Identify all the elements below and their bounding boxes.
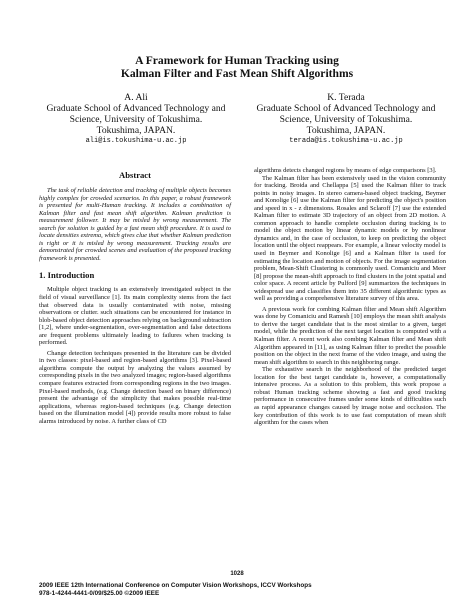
author-name: K. Terada xyxy=(327,92,365,103)
paper-title xyxy=(0,54,474,80)
intro-paragraph-2: Change detection techniques presented in the literature can be divided in two classes: pixel-based and region-based algorithms [3]. Pixel-based algorithms compute the output by analyzing the values assumed by corresponding pixels in the two analyzed images; region-based algorithms compare features extracted from corresponding regions in the two images. Pixel-based methods, (e.g. Change detection based on binary difference) present the advantage of the simplicity that makes possible real-time applications, whereas region-based techniques (e.g. Change detection based on the illumination model [4]) provide results more robust to false alarms introduced by noise. A further class of CD xyxy=(39,349,231,425)
abstract-heading: Abstract xyxy=(119,170,151,180)
right-column xyxy=(254,167,446,427)
footer xyxy=(39,582,312,597)
right-paragraph-3: The exhaustive search in the neighborhood of the predicted target location for the best target candidate is, however, a computationally intensive process. As a solution to this problem, this work propose a robust Human tracking scheme showing a fast and good tracking performance in consecutive frames under some kinds of difficulties such as rapid appearance changes caused by image noise and occlusion. The key contribution of this work is to use fast computation of mean shift algorithm for the cases when xyxy=(254,366,446,427)
footer-isbn: 978-1-4244-4441-0/09/$25.00 ©2009 IEEE xyxy=(39,589,160,597)
author-affiliation: Science, University of Tokushima. xyxy=(279,114,413,125)
right-paragraph-1: The Kalman filter has been extensively used in the vision community for tracking. Broida and Chellappa [5] used the Kalman filter to track points in noisy images. In stereo camera-based object tracking, Beymer and Konolige [6] use the Kalman filter for predicting the object's position and speed in x - z dimensions. Rosales and Sclaroff [7] use the extended Kalman filter to estimate 3D trajectory of an object from 2D motion. A common approach to handle complete occlusion during tracking is to model the object motion by linear dynamic models or by nonlinear dynamics and, in the case of occlusion, to keep on predicting the object location until the object reappears. For example, a linear velocity model is used in Beymer and Konolige [6] and a Kalman filter is used for estimating the location and motion of objects. For the image segmentation problem, Mean-Shift Clustering is commonly used. Comaniciu and Meer [8] propose the mean-shift approach to find clusters in the joint spatial and color space. A recent article by Pulford [9] summarizes the techniques in widespread use and classifies them into 35 different algorithmic types as well as providing a comprehensive literature survey of this area. xyxy=(254,174,446,303)
left-column xyxy=(39,170,231,425)
author-affiliation: Graduate School of Advanced Technology and xyxy=(256,103,436,114)
author-affiliation: Graduate School of Advanced Technology and xyxy=(46,103,226,114)
page-number: 1028 xyxy=(230,571,244,577)
abstract-text: The task of reliable detection and tracking of multiple objects becomes highly complex for crowded scenarios. In this paper, a robust framework is presented for multi-Human tracking. It includes a combination of Kalman filter and fast mean shift algorithm. Kalman prediction is measurement follower. It may be misled by wrong measurement. The search for solution is guided by a fast mean shift procedure. It is used to locate densities extrema, which gives clue that whether Kalman prediction is right or it is misled by wrong measurement. Tracking results are demonstrated for crowded scenes and evaluation of the proposed tracking framework is presented. xyxy=(39,187,231,262)
intro-paragraph-1: Multiple object tracking is an extensively investigated subject in the field of visual surveillance [1]. Its main complexity stems from the fact that observed data is usually contaminated with noise, missing observations or clutter. such situations can be encountered for instance in blob-based object detection approaches relying on background subtraction [1,2], where under-segmentation, over-segmentation and false detections are frequent problems ultimately leading to failures when tracking is performed. xyxy=(39,286,231,347)
footer-conference: 2009 IEEE 12th International Conference on Computer Vision Workshops, ICCV Workshops xyxy=(39,582,312,589)
right-paragraph-0: algorithms detects changed regions by means of edge comparisons [3]. xyxy=(254,167,437,174)
author-block-1 xyxy=(36,92,236,147)
author-affiliation: Science, University of Tokushima. xyxy=(69,114,203,125)
author-name: A. Ali xyxy=(124,92,148,103)
author-block-2 xyxy=(246,92,446,147)
paper-title-line-2: Kalman Filter and Fast Mean Shift Algorithms xyxy=(120,67,354,80)
author-affiliation: Tokushima, JAPAN. xyxy=(96,125,176,136)
paper-title-line-1: A Framework for Human Tracking using xyxy=(135,54,339,67)
introduction-heading: 1. Introduction xyxy=(39,270,95,281)
right-paragraph-2: A previous work for combing Kalman filter and Mean shift Algorithm was done by Comaniciu and Ramesh [10] employs the mean shift analysis to derive the target candidate that is the most similar to a given, target model, while the prediction of the next target location is computed with a Kalman filter. A recent work also combing Kalman filter and Mean shift Algorithm appeared in [11], as using Kalman filter to predict the possible position on the object in the next frame of the video image, and using the mean shift algorithm to search in this neighboring range. xyxy=(254,305,446,366)
author-email[interactable]: ali@is.tokushima-u.ac.jp xyxy=(85,137,187,145)
author-email[interactable]: terada@is.tokushima-u.ac.jp xyxy=(289,137,403,145)
author-affiliation: Tokushima, JAPAN. xyxy=(306,125,386,136)
